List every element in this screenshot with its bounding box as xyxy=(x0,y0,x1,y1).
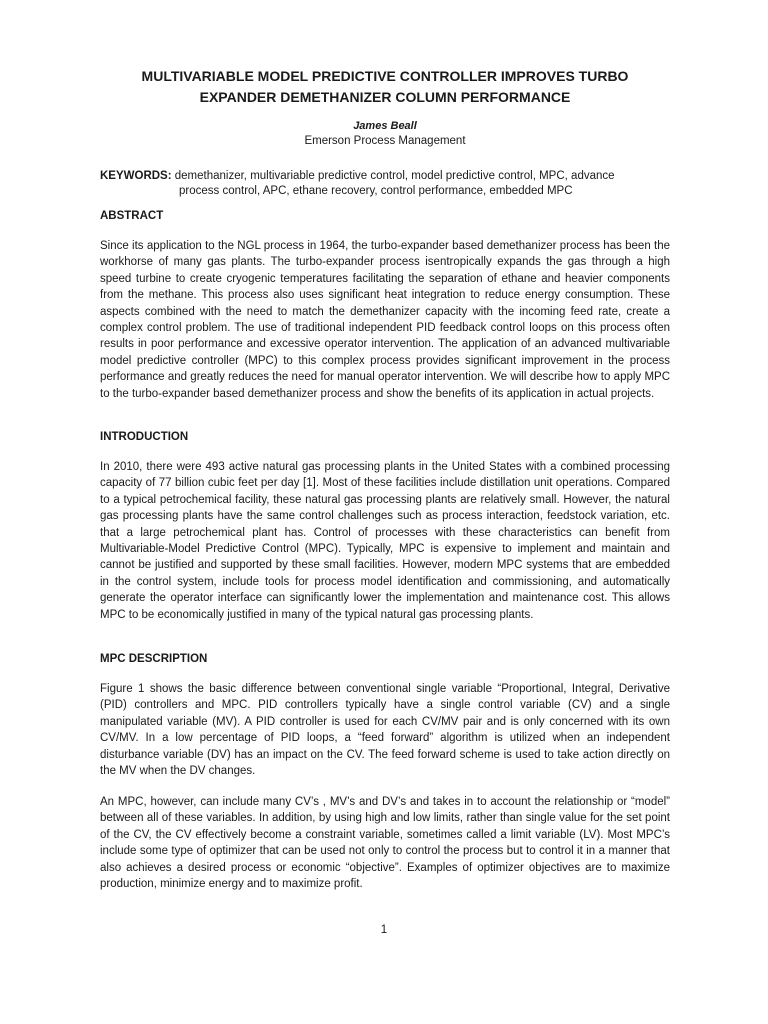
author-name: James Beall xyxy=(353,120,417,132)
introduction-heading: INTRODUCTION xyxy=(100,431,189,443)
keywords-block xyxy=(100,169,670,199)
mpc-paragraph-2: An MPC, however, can include many CV’s , MV’s and DV’s and takes in to account the relationship or “model” between all of these variables. In addition, by using high and low limits, rather than single value for the set point of the CV, the CV effectively become a constraint variable, sometimes called a limit variable (LV). Most MPC’s include some type of optimizer that can be used not only to control the process but to control it in a manner that also achieves a desired process or economic “objective”. Examples of optimizer objectives are to maximize production, minimize energy and to maximize profit. xyxy=(100,796,670,891)
author-affiliation: Emerson Process Management xyxy=(304,135,466,147)
keywords-line-1: demethanizer, multivariable predictive control, model predictive control, MPC, advance xyxy=(174,170,615,182)
paper-title xyxy=(100,66,670,108)
title-line-2: EXPANDER DEMETHANIZER COLUMN PERFORMANCE xyxy=(199,89,571,105)
abstract-paragraph: Since its application to the NGL process in 1964, the turbo-expander based demethanizer process has been the workhorse of many gas plants. The turbo-expander process isentropically expands the gas through a high speed turbine to create cryogenic temperatures facilitating the separation of ethane and heavier components from the methane. This process also uses significant heat integration to reduce energy consumption. These aspects combined with the need to match the demethanizer capacity with the incoming feed rate, create a complex control problem. The use of traditional independent PID feedback control loops on this process often results in poor performance and excessive operator intervention. The application of an advanced multivariable model predictive controller (MPC) to this complex process provides significant improvement in the process performance and greatly reduces the need for manual operator intervention. We will describe how to apply MPC to the turbo-expander based demethanizer process and show the benefits of its application in actual projects. xyxy=(100,240,670,400)
page-number: 1 xyxy=(380,924,388,936)
introduction-paragraph: In 2010, there were 493 active natural gas processing plants in the United States with a combined processing capacity of 77 billion cubic feet per day [1]. Most of these facilities include distillation unit operations. Compared to a typical petrochemical facility, these natural gas processing plants are relatively small. However, the natural gas processing plants have the same control challenges such as process interaction, feedstock variation, etc. that a large petrochemical plant has. Control of processes with these characteristics can benefit from Multivariable-Model Predictive Control (MPC). Typically, MPC is expensive to implement and maintain and cannot be justified and supported by these small facilities. However, modern MPC systems that are embedded in the control system, include tools for process model identification and commissioning, and automatically generate the operator interface can significantly lower the implementation and maintenance cost. This allows MPC to be economically justified in many of the typical natural gas processing plants. xyxy=(100,461,670,621)
abstract-heading: ABSTRACT xyxy=(100,210,164,222)
mpc-paragraph-1: Figure 1 shows the basic difference between conventional single variable “Proportional, Integral, Derivative (PID) controllers and MPC. PID controllers typically have a single control variable (CV) and a single manipulated variable (MV). A PID controller is used for each CV/MV pair and is only concerned with its own CV/MV. In a low percentage of PID loops, a “feed forward” algorithm is utilized when an independent disturbance variable (DV) has an impact on the CV. The feed forward scheme is used to take action directly on the MV when the DV changes. xyxy=(100,683,670,778)
keywords-line-2: process control, APC, ethane recovery, control performance, embedded MPC xyxy=(179,185,573,197)
mpc-description-heading: MPC DESCRIPTION xyxy=(100,653,208,665)
keywords-label: KEYWORDS: xyxy=(100,170,172,182)
title-line-1: MULTIVARIABLE MODEL PREDICTIVE CONTROLLER IMPROVES TURBO xyxy=(141,68,629,84)
